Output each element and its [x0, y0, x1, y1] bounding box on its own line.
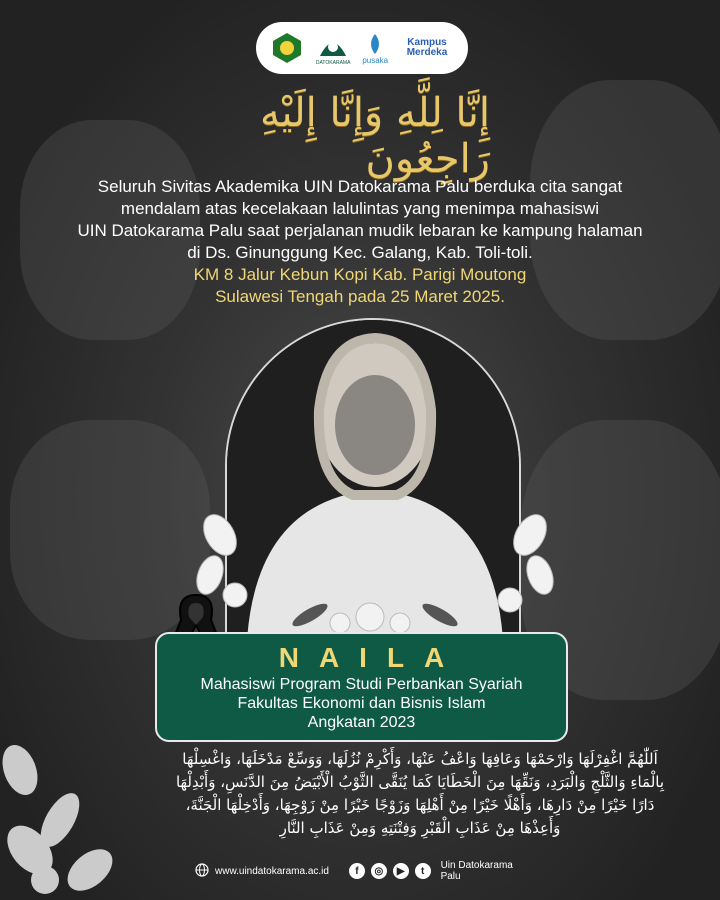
doa-line: اَللّٰهُمَّ اغْفِرْلَهَا وَارْحَمْهَا وَعَافِهَا وَاعْفُ عَنْهَا، وَأَكْرِمْ نُزُلَهَا، وَوَسِّعْ مَدْخَلَهَا، وَاغْسِلْهَا	[182, 750, 658, 768]
announcement-text	[40, 176, 680, 308]
tiktok-icon[interactable]: t	[415, 863, 431, 879]
doa-line: دَارًا خَيْرًا مِنْ دَارِهَا، وَأَهْلًا خَيْرًا مِنْ أَهْلِهَا وَزَوْجًا خَيْرًا مِنْ زَوْجِهَا، وَأَدْخِلْهَا الْجَنَّةَ،	[185, 796, 655, 814]
batch-year: Angkatan 2023	[307, 714, 416, 731]
inna-lillahi-calligraphy: إِنَّا لِلَّهِ وَإِنَّا إِلَيْهِ رَاجِعُونَ	[259, 90, 490, 182]
footer	[195, 860, 535, 882]
social-handle: Uin Datokarama Palu	[440, 860, 513, 882]
kemenag-logo	[270, 31, 304, 65]
instagram-icon[interactable]: ◎	[371, 863, 387, 879]
corner-flower-decoration	[0, 740, 150, 900]
logo-bar	[256, 22, 468, 74]
announcement-date: Sulawesi Tengah pada 25 Maret 2025.	[215, 287, 505, 306]
announcement-line: di Ds. Ginunggung Kec. Galang, Kab. Toli-toli.	[187, 243, 533, 262]
globe-icon	[195, 863, 209, 880]
doa-text	[130, 748, 710, 840]
youtube-icon[interactable]: ▶	[393, 863, 409, 879]
announcement-line: Seluruh Sivitas Akademika UIN Datokarama Palu berduka cita sangat	[97, 177, 623, 196]
flower-decoration	[190, 505, 560, 645]
announcement-line: mendalam atas kecelakaan lalulintas yang menimpa mahasiswi	[120, 199, 600, 218]
faculty: Fakultas Ekonomi dan Bisnis Islam	[237, 695, 486, 712]
deceased-name: NAILA	[278, 642, 465, 673]
doa-line: بِالْمَاءِ وَالثَّلْجِ وَالْبَرَدِ، وَنَقِّهَا مِنَ الْخَطَايَا كَمَا يُنَقَّى الثَّوْبُ الْأَبْيَضُ مِنَ الدَّنَسِ، وَأَبْدِلْهَا	[175, 773, 665, 791]
study-program: Mahasiswi Program Studi Perbankan Syariah	[200, 676, 523, 693]
kampus-merdeka-logo: Kampus Merdeka	[406, 37, 448, 58]
website-link[interactable]: www.uindatokarama.ac.id	[215, 865, 329, 877]
uin-datokarama-logo: DATOKARAMA	[316, 30, 351, 66]
announcement-location: KM 8 Jalur Kebun Kopi Kab. Parigi Moutong	[193, 265, 527, 284]
doa-line: وَأَعِذْهَا مِنْ عَذَابِ الْقَبْرِ وَفِتْنَتِهِ وَمِنْ عَذَابِ النَّارِ	[279, 819, 561, 837]
name-card	[155, 632, 568, 742]
facebook-icon[interactable]: f	[349, 863, 365, 879]
announcement-line: UIN Datokarama Palu saat perjalanan mudik lebaran ke kampung halaman	[77, 221, 643, 240]
pusaka-logo: pusaka	[362, 32, 388, 65]
